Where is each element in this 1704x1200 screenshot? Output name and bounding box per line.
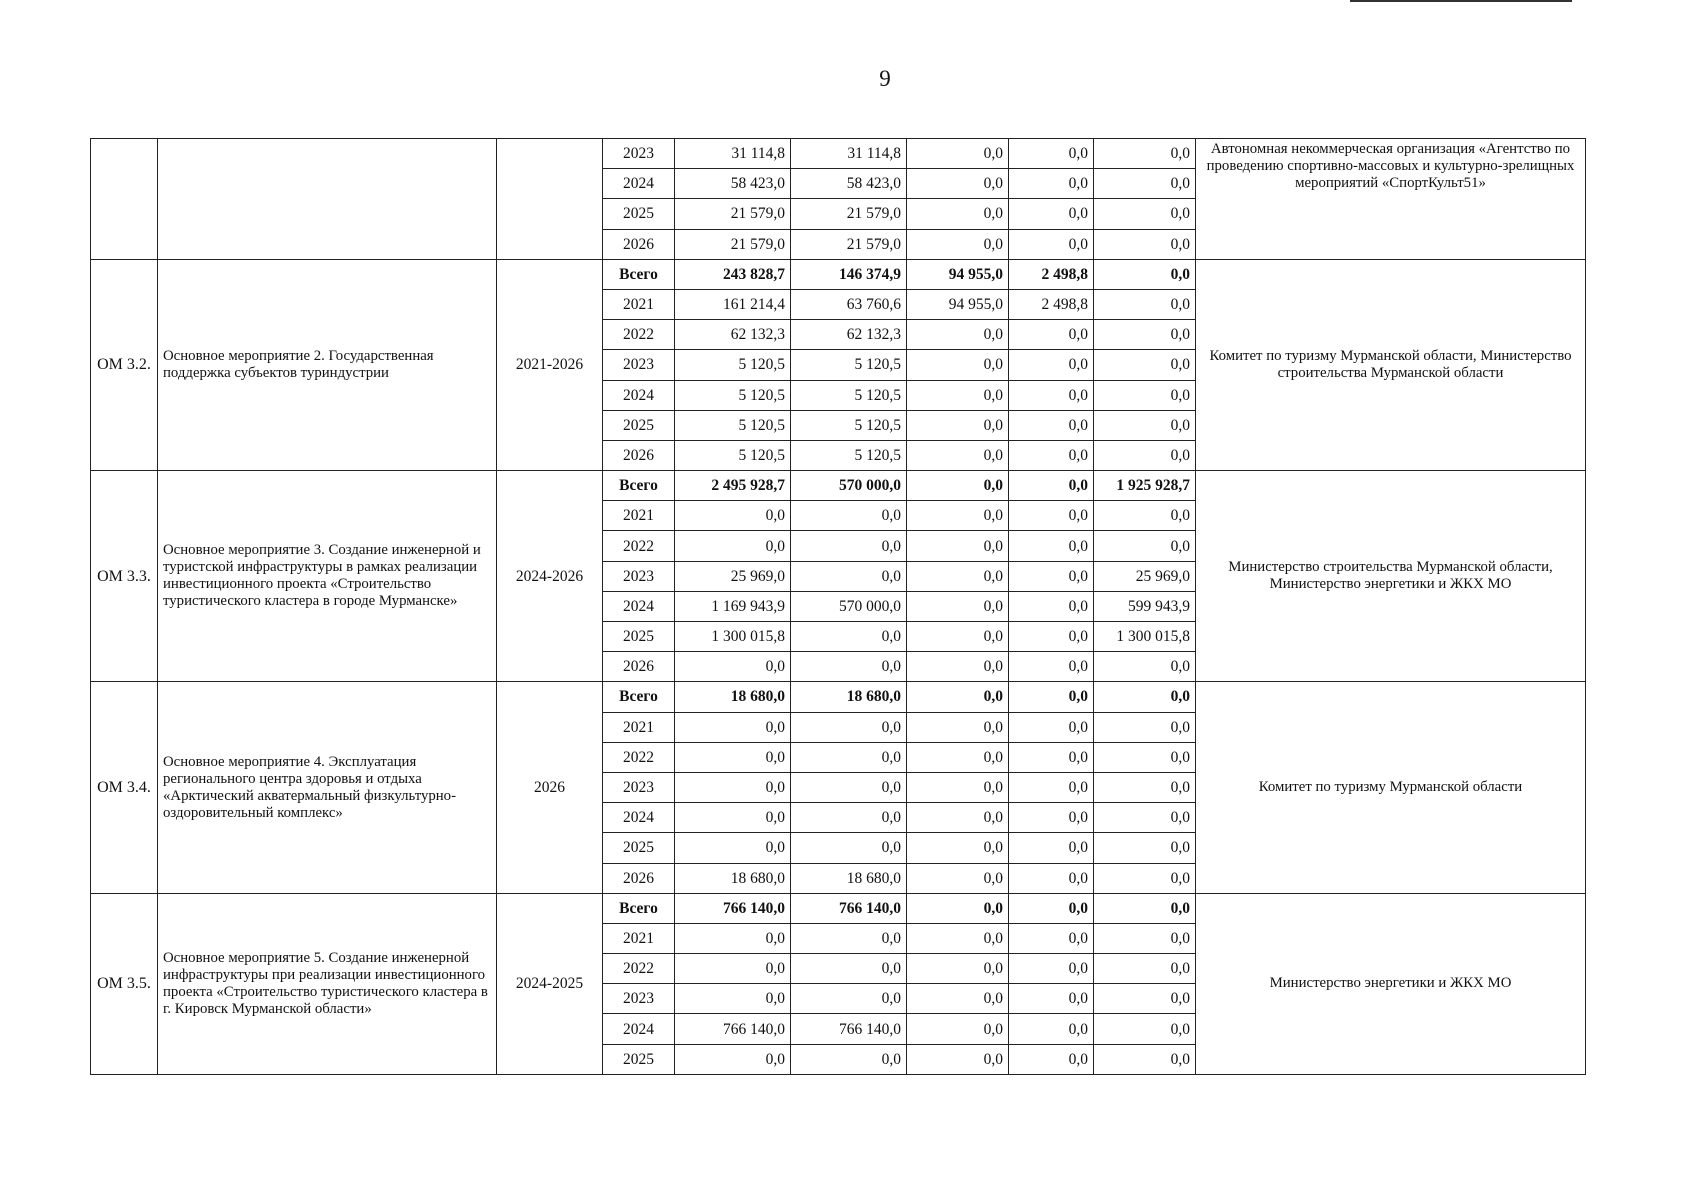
year-cell: 2025	[603, 833, 675, 863]
measure-period: 2024-2026	[497, 471, 603, 682]
value-cell: 0,0	[907, 1014, 1009, 1044]
value-cell: 0,0	[675, 652, 791, 682]
year-cell: 2026	[603, 863, 675, 893]
value-cell: 0,0	[907, 320, 1009, 350]
value-cell: 0,0	[791, 742, 907, 772]
value-cell: 0,0	[675, 1044, 791, 1074]
name-cell	[158, 139, 497, 260]
year-cell: 2022	[603, 742, 675, 772]
value-cell: 62 132,3	[791, 320, 907, 350]
value-cell: 0,0	[1094, 984, 1196, 1014]
value-cell: 0,0	[1009, 561, 1094, 591]
year-cell: 2023	[603, 772, 675, 802]
value-cell: 0,0	[1009, 923, 1094, 953]
value-cell: 94 955,0	[907, 289, 1009, 319]
measure-period: 2021-2026	[497, 259, 603, 470]
value-cell: 0,0	[1009, 199, 1094, 229]
table-row	[91, 259, 1586, 289]
value-cell: 0,0	[1094, 954, 1196, 984]
value-cell: 94 955,0	[907, 259, 1009, 289]
value-cell: 2 495 928,7	[675, 471, 791, 501]
value-cell: 1 300 015,8	[1094, 622, 1196, 652]
table-row	[91, 893, 1586, 923]
value-cell: 0,0	[1094, 772, 1196, 802]
value-cell: 0,0	[1094, 199, 1196, 229]
year-cell: 2023	[603, 350, 675, 380]
value-cell: 0,0	[907, 471, 1009, 501]
year-cell: Всего	[603, 682, 675, 712]
value-cell: 58 423,0	[791, 169, 907, 199]
value-cell: 31 114,8	[675, 139, 791, 169]
measure-code: ОМ 3.2.	[91, 259, 158, 470]
value-cell: 0,0	[1009, 652, 1094, 682]
value-cell: 0,0	[907, 923, 1009, 953]
value-cell: 0,0	[907, 712, 1009, 742]
value-cell: 0,0	[791, 501, 907, 531]
value-cell: 5 120,5	[675, 440, 791, 470]
value-cell: 0,0	[907, 1044, 1009, 1074]
value-cell: 0,0	[1009, 863, 1094, 893]
value-cell: 146 374,9	[791, 259, 907, 289]
value-cell: 0,0	[907, 410, 1009, 440]
value-cell: 0,0	[675, 712, 791, 742]
value-cell: 0,0	[675, 742, 791, 772]
value-cell: 0,0	[1009, 531, 1094, 561]
executor-cell: Министерство строительства Мурманской области, Министерство энергетики и ЖКХ МО	[1196, 471, 1586, 682]
value-cell: 0,0	[1009, 139, 1094, 169]
value-cell: 1 169 943,9	[675, 591, 791, 621]
value-cell: 0,0	[675, 772, 791, 802]
code-cell	[91, 139, 158, 260]
value-cell: 5 120,5	[791, 410, 907, 440]
value-cell: 2 498,8	[1009, 259, 1094, 289]
value-cell: 18 680,0	[675, 863, 791, 893]
value-cell: 0,0	[791, 622, 907, 652]
value-cell: 0,0	[1009, 440, 1094, 470]
value-cell: 62 132,3	[675, 320, 791, 350]
year-cell: 2023	[603, 561, 675, 591]
year-cell: 2021	[603, 923, 675, 953]
value-cell: 0,0	[1009, 591, 1094, 621]
value-cell: 766 140,0	[791, 1014, 907, 1044]
value-cell: 0,0	[907, 833, 1009, 863]
value-cell: 0,0	[907, 622, 1009, 652]
value-cell: 0,0	[1094, 229, 1196, 259]
value-cell: 0,0	[1009, 803, 1094, 833]
executor-cell: Автономная некоммерческая организация «Агентство по проведению спортивно-массовых и культурно-зрелищных мероприятий «СпортКульт51»	[1196, 139, 1586, 260]
year-cell: Всего	[603, 471, 675, 501]
value-cell: 0,0	[1009, 380, 1094, 410]
value-cell: 5 120,5	[791, 380, 907, 410]
executor-cell: Министерство энергетики и ЖКХ МО	[1196, 893, 1586, 1074]
measure-code: ОМ 3.4.	[91, 682, 158, 893]
year-cell: 2024	[603, 169, 675, 199]
value-cell: 0,0	[1094, 893, 1196, 923]
value-cell: 0,0	[791, 803, 907, 833]
value-cell: 0,0	[1094, 501, 1196, 531]
value-cell: 21 579,0	[675, 229, 791, 259]
value-cell: 0,0	[907, 501, 1009, 531]
value-cell: 0,0	[675, 954, 791, 984]
value-cell: 0,0	[907, 984, 1009, 1014]
value-cell: 0,0	[1009, 772, 1094, 802]
value-cell: 0,0	[1094, 139, 1196, 169]
year-cell: 2024	[603, 591, 675, 621]
value-cell: 5 120,5	[675, 410, 791, 440]
executor-cell: Комитет по туризму Мурманской области, Министерство строительства Мурманской области	[1196, 259, 1586, 470]
value-cell: 0,0	[1094, 923, 1196, 953]
value-cell: 0,0	[1009, 712, 1094, 742]
value-cell: 0,0	[1094, 350, 1196, 380]
value-cell: 21 579,0	[791, 199, 907, 229]
value-cell: 0,0	[1009, 410, 1094, 440]
value-cell: 0,0	[907, 863, 1009, 893]
value-cell: 0,0	[675, 803, 791, 833]
value-cell: 0,0	[1094, 742, 1196, 772]
value-cell: 0,0	[907, 954, 1009, 984]
measure-period: 2024-2025	[497, 893, 603, 1074]
year-cell: 2021	[603, 289, 675, 319]
value-cell: 599 943,9	[1094, 591, 1196, 621]
value-cell: 0,0	[1094, 259, 1196, 289]
value-cell: 0,0	[1009, 350, 1094, 380]
year-cell: 2022	[603, 320, 675, 350]
value-cell: 0,0	[1009, 471, 1094, 501]
value-cell: 0,0	[1009, 169, 1094, 199]
year-cell: 2024	[603, 1014, 675, 1044]
year-cell: 2026	[603, 440, 675, 470]
table-row	[91, 471, 1586, 501]
year-cell: 2023	[603, 139, 675, 169]
year-cell: 2024	[603, 380, 675, 410]
value-cell: 0,0	[1094, 1044, 1196, 1074]
value-cell: 0,0	[1094, 652, 1196, 682]
year-cell: 2026	[603, 229, 675, 259]
value-cell: 0,0	[907, 772, 1009, 802]
value-cell: 0,0	[907, 803, 1009, 833]
value-cell: 25 969,0	[1094, 561, 1196, 591]
value-cell: 0,0	[791, 923, 907, 953]
year-cell: 2025	[603, 1044, 675, 1074]
value-cell: 0,0	[907, 199, 1009, 229]
value-cell: 0,0	[1009, 833, 1094, 863]
value-cell: 0,0	[907, 682, 1009, 712]
value-cell: 766 140,0	[791, 893, 907, 923]
measure-period: 2026	[497, 682, 603, 893]
value-cell: 0,0	[1094, 531, 1196, 561]
value-cell: 0,0	[1094, 833, 1196, 863]
value-cell: 0,0	[1094, 863, 1196, 893]
value-cell: 0,0	[1009, 1014, 1094, 1044]
value-cell: 0,0	[1094, 380, 1196, 410]
year-cell: 2021	[603, 712, 675, 742]
funding-table	[90, 138, 1586, 1075]
value-cell: 0,0	[1009, 893, 1094, 923]
value-cell: 58 423,0	[675, 169, 791, 199]
value-cell: 31 114,8	[791, 139, 907, 169]
value-cell: 0,0	[907, 893, 1009, 923]
year-cell: 2025	[603, 199, 675, 229]
value-cell: 1 925 928,7	[1094, 471, 1196, 501]
value-cell: 0,0	[1094, 1014, 1196, 1044]
value-cell: 0,0	[1009, 501, 1094, 531]
value-cell: 0,0	[1094, 712, 1196, 742]
value-cell: 0,0	[907, 591, 1009, 621]
corner-line	[1350, 0, 1572, 2]
table-body	[91, 139, 1586, 1075]
value-cell: 0,0	[1094, 440, 1196, 470]
year-cell: 2022	[603, 531, 675, 561]
value-cell: 570 000,0	[791, 471, 907, 501]
value-cell: 0,0	[907, 742, 1009, 772]
value-cell: 0,0	[1094, 169, 1196, 199]
value-cell: 0,0	[791, 531, 907, 561]
value-cell: 243 828,7	[675, 259, 791, 289]
measure-name: Основное мероприятие 4. Эксплуатация регионального центра здоровья и отдыха «Арктический акватермальный физкультурно-оздоровительный комплекс»	[158, 682, 497, 893]
value-cell: 5 120,5	[791, 440, 907, 470]
value-cell: 18 680,0	[791, 682, 907, 712]
value-cell: 0,0	[907, 229, 1009, 259]
value-cell: 0,0	[791, 1044, 907, 1074]
value-cell: 0,0	[675, 531, 791, 561]
value-cell: 0,0	[791, 984, 907, 1014]
value-cell: 766 140,0	[675, 893, 791, 923]
value-cell: 0,0	[907, 440, 1009, 470]
executor-cell: Комитет по туризму Мурманской области	[1196, 682, 1586, 893]
value-cell: 0,0	[1094, 682, 1196, 712]
year-cell: 2023	[603, 984, 675, 1014]
value-cell: 63 760,6	[791, 289, 907, 319]
value-cell: 0,0	[791, 772, 907, 802]
period-cell	[497, 139, 603, 260]
value-cell: 0,0	[907, 380, 1009, 410]
value-cell: 0,0	[1009, 984, 1094, 1014]
table-row	[91, 139, 1586, 169]
value-cell: 21 579,0	[791, 229, 907, 259]
value-cell: 5 120,5	[675, 350, 791, 380]
value-cell: 0,0	[907, 350, 1009, 380]
value-cell: 0,0	[1009, 622, 1094, 652]
value-cell: 0,0	[791, 652, 907, 682]
measure-name: Основное мероприятие 5. Создание инженерной инфраструктуры при реализации инвестиционного проекта «Строительство туристического кластера в г. Кировск Мурманской области»	[158, 893, 497, 1074]
year-cell: 2022	[603, 954, 675, 984]
value-cell: 0,0	[791, 833, 907, 863]
year-cell: Всего	[603, 259, 675, 289]
value-cell: 0,0	[1009, 682, 1094, 712]
value-cell: 5 120,5	[675, 380, 791, 410]
value-cell: 570 000,0	[791, 591, 907, 621]
value-cell: 0,0	[1094, 289, 1196, 319]
value-cell: 0,0	[791, 561, 907, 591]
value-cell: 0,0	[1009, 1044, 1094, 1074]
measure-name: Основное мероприятие 3. Создание инженерной и туристской инфраструктуры в рамках реализации инвестиционного проекта «Строительство туристического кластера в городе Мурманске»	[158, 471, 497, 682]
year-cell: 2025	[603, 622, 675, 652]
value-cell: 0,0	[1009, 320, 1094, 350]
year-cell: 2026	[603, 652, 675, 682]
value-cell: 161 214,4	[675, 289, 791, 319]
value-cell: 21 579,0	[675, 199, 791, 229]
measure-code: ОМ 3.5.	[91, 893, 158, 1074]
value-cell: 0,0	[1009, 954, 1094, 984]
measure-name: Основное мероприятие 2. Государственная поддержка субъектов туриндустрии	[158, 259, 497, 470]
value-cell: 0,0	[675, 984, 791, 1014]
value-cell: 0,0	[907, 139, 1009, 169]
value-cell: 5 120,5	[791, 350, 907, 380]
value-cell: 0,0	[1009, 229, 1094, 259]
value-cell: 0,0	[1009, 742, 1094, 772]
year-cell: 2021	[603, 501, 675, 531]
table-row	[91, 682, 1586, 712]
year-cell: 2024	[603, 803, 675, 833]
value-cell: 18 680,0	[791, 863, 907, 893]
measure-code: ОМ 3.3.	[91, 471, 158, 682]
value-cell: 2 498,8	[1009, 289, 1094, 319]
value-cell: 0,0	[675, 501, 791, 531]
value-cell: 0,0	[791, 712, 907, 742]
value-cell: 0,0	[907, 561, 1009, 591]
value-cell: 25 969,0	[675, 561, 791, 591]
value-cell: 0,0	[907, 169, 1009, 199]
value-cell: 0,0	[675, 923, 791, 953]
value-cell: 0,0	[791, 954, 907, 984]
value-cell: 0,0	[907, 652, 1009, 682]
value-cell: 1 300 015,8	[675, 622, 791, 652]
page-number: 9	[879, 66, 891, 91]
value-cell: 0,0	[1094, 320, 1196, 350]
year-cell: 2025	[603, 410, 675, 440]
value-cell: 0,0	[907, 531, 1009, 561]
value-cell: 766 140,0	[675, 1014, 791, 1044]
year-cell: Всего	[603, 893, 675, 923]
value-cell: 0,0	[1094, 410, 1196, 440]
value-cell: 0,0	[675, 833, 791, 863]
value-cell: 0,0	[1094, 803, 1196, 833]
value-cell: 18 680,0	[675, 682, 791, 712]
